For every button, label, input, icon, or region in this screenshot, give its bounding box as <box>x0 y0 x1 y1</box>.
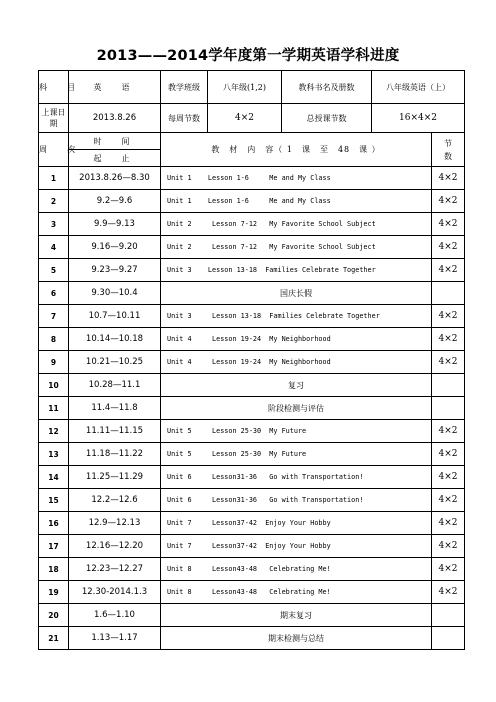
session-count <box>432 282 465 305</box>
date-range: 9.23—9.27 <box>69 259 161 282</box>
week-number: 18 <box>39 558 69 581</box>
week-label: 周 次 <box>39 133 69 167</box>
session-count: 4×2 <box>432 466 465 489</box>
lesson-content: Unit 8 Lesson43-48 Celebrating Me! <box>161 558 432 581</box>
subject-label: 科 目 <box>39 71 69 104</box>
lesson-content: Unit 4 Lesson 19-24 My Neighborhood <box>161 351 432 374</box>
session-count: 4×2 <box>432 420 465 443</box>
table-row <box>39 374 465 397</box>
date-range: 12.16—12.20 <box>69 535 161 558</box>
schedule-table <box>38 70 465 650</box>
header-row-columns <box>39 133 465 150</box>
weekly-value: 4×2 <box>208 104 282 133</box>
class-label: 教学班级 <box>161 71 208 104</box>
week-number: 1 <box>39 167 69 190</box>
week-number: 9 <box>39 351 69 374</box>
start-value: 2013.8.26 <box>69 104 161 133</box>
lesson-content: Unit 6 Lesson31-36 Go with Transportation! <box>161 489 432 512</box>
table-row <box>39 604 465 627</box>
week-number: 7 <box>39 305 69 328</box>
header-row-start <box>39 104 465 133</box>
book-label: 教科书名及册数 <box>282 71 372 104</box>
session-count <box>432 627 465 650</box>
week-number: 21 <box>39 627 69 650</box>
lesson-content: Unit 3 Lesson 13-18 Families Celebrate Together <box>161 259 432 282</box>
table-row <box>39 213 465 236</box>
lesson-content: 复习 <box>161 374 432 397</box>
session-count: 4×2 <box>432 190 465 213</box>
table-row <box>39 397 465 420</box>
table-row <box>39 351 465 374</box>
date-range: 11.4—11.8 <box>69 397 161 420</box>
date-range: 11.25—11.29 <box>69 466 161 489</box>
date-range: 11.11—11.15 <box>69 420 161 443</box>
table-row <box>39 558 465 581</box>
week-number: 20 <box>39 604 69 627</box>
session-count: 4×2 <box>432 351 465 374</box>
table-row <box>39 328 465 351</box>
session-count: 4×2 <box>432 443 465 466</box>
session-count: 4×2 <box>432 489 465 512</box>
sessions-label: 节数 <box>432 133 465 167</box>
week-number: 5 <box>39 259 69 282</box>
lesson-content: Unit 2 Lesson 7-12 My Favorite School Subject <box>161 236 432 259</box>
session-count: 4×2 <box>432 581 465 604</box>
table-row <box>39 489 465 512</box>
date-range: 1.13—1.17 <box>69 627 161 650</box>
lesson-content: Unit 7 Lesson37-42 Enjoy Your Hobby <box>161 535 432 558</box>
lesson-content: 期末检测与总结 <box>161 627 432 650</box>
session-count <box>432 604 465 627</box>
weekly-label: 每周节数 <box>161 104 208 133</box>
table-row <box>39 190 465 213</box>
table-row <box>39 167 465 190</box>
week-number: 15 <box>39 489 69 512</box>
start-label: 上课日期 <box>39 104 69 133</box>
total-value: 16×4×2 <box>372 104 465 133</box>
table-row <box>39 420 465 443</box>
table-row <box>39 259 465 282</box>
table-row <box>39 305 465 328</box>
date-range: 10.14—10.18 <box>69 328 161 351</box>
session-count: 4×2 <box>432 328 465 351</box>
lesson-content: Unit 7 Lesson37-42 Enjoy Your Hobby <box>161 512 432 535</box>
week-number: 8 <box>39 328 69 351</box>
date-range: 1.6—1.10 <box>69 604 161 627</box>
week-number: 14 <box>39 466 69 489</box>
week-number: 17 <box>39 535 69 558</box>
table-row <box>39 466 465 489</box>
lesson-content: Unit 1 Lesson 1-6 Me and My Class <box>161 167 432 190</box>
date-range: 12.30-2014.1.3 <box>69 581 161 604</box>
week-number: 13 <box>39 443 69 466</box>
date-range: 12.23—12.27 <box>69 558 161 581</box>
date-range: 10.7—10.11 <box>69 305 161 328</box>
table-row <box>39 535 465 558</box>
date-range: 12.9—12.13 <box>69 512 161 535</box>
table-row <box>39 512 465 535</box>
session-count: 4×2 <box>432 167 465 190</box>
date-range: 9.9—9.13 <box>69 213 161 236</box>
class-value: 八年级(1,2) <box>208 71 282 104</box>
session-count: 4×2 <box>432 236 465 259</box>
table-row <box>39 581 465 604</box>
session-count: 4×2 <box>432 558 465 581</box>
range-label: 起 止 <box>69 150 161 167</box>
table-row <box>39 236 465 259</box>
date-range: 10.21—10.25 <box>69 351 161 374</box>
date-range: 11.18—11.22 <box>69 443 161 466</box>
date-range: 10.28—11.1 <box>69 374 161 397</box>
session-count: 4×2 <box>432 535 465 558</box>
week-number: 12 <box>39 420 69 443</box>
date-range: 9.30—10.4 <box>69 282 161 305</box>
lesson-content: Unit 3 Lesson 13-18 Families Celebrate Together <box>161 305 432 328</box>
session-count: 4×2 <box>432 305 465 328</box>
date-range: 2013.8.26—8.30 <box>69 167 161 190</box>
week-number: 3 <box>39 213 69 236</box>
lesson-content: Unit 8 Lesson43-48 Celebrating Me! <box>161 581 432 604</box>
week-number: 4 <box>39 236 69 259</box>
session-count: 4×2 <box>432 512 465 535</box>
table-row <box>39 443 465 466</box>
page-title: 2013——2014学年度第一学期英语学科进度 <box>96 48 400 64</box>
lesson-content: Unit 4 Lesson 19-24 My Neighborhood <box>161 328 432 351</box>
lesson-content: 国庆长假 <box>161 282 432 305</box>
lesson-content: Unit 6 Lesson31-36 Go with Transportation! <box>161 466 432 489</box>
total-label: 总授课节数 <box>282 104 372 133</box>
week-number: 19 <box>39 581 69 604</box>
lesson-content: Unit 5 Lesson 25-30 My Future <box>161 443 432 466</box>
session-count <box>432 397 465 420</box>
lesson-content: 期末复习 <box>161 604 432 627</box>
date-range: 12.2—12.6 <box>69 489 161 512</box>
week-number: 6 <box>39 282 69 305</box>
week-number: 10 <box>39 374 69 397</box>
lesson-content: Unit 5 Lesson 25-30 My Future <box>161 420 432 443</box>
table-row <box>39 627 465 650</box>
date-range: 9.2—9.6 <box>69 190 161 213</box>
week-number: 2 <box>39 190 69 213</box>
lesson-content: 阶段检测与评估 <box>161 397 432 420</box>
table-row <box>39 282 465 305</box>
session-count: 4×2 <box>432 259 465 282</box>
date-range: 9.16—9.20 <box>69 236 161 259</box>
lesson-content: Unit 2 Lesson 7-12 My Favorite School Subject <box>161 213 432 236</box>
subject-value: 英 语 <box>69 71 161 104</box>
time-label: 时 间 <box>69 133 161 150</box>
week-number: 11 <box>39 397 69 420</box>
book-value: 八年级英语（上） <box>372 71 465 104</box>
week-number: 16 <box>39 512 69 535</box>
content-label: 教 材 内 容（ 1 课 至 48 课 ） <box>161 133 432 167</box>
header-row-subject <box>39 71 465 104</box>
session-count: 4×2 <box>432 213 465 236</box>
session-count <box>432 374 465 397</box>
lesson-content: Unit 1 Lesson 1-6 Me and My Class <box>161 190 432 213</box>
